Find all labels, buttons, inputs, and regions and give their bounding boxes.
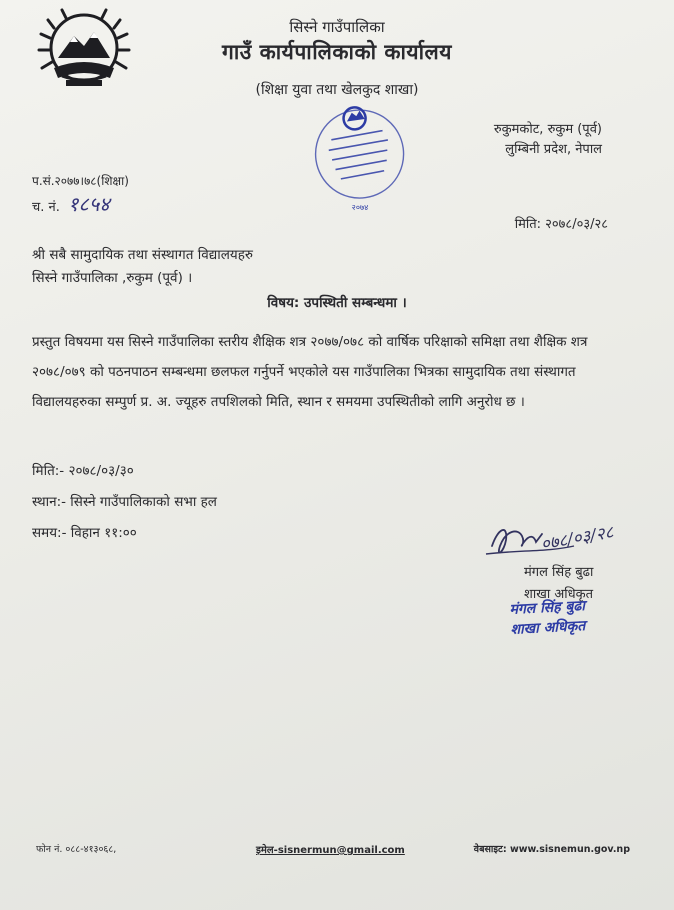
dispatch-number [32,190,110,217]
branch-name: (शिक्षा युवा तथा खेलकुद शाखा) [255,82,419,98]
dispatch-value: १८५४ [68,192,110,216]
municipality-name: सिस्ने गाउँपालिका [289,18,385,36]
reference-number: प.सं.२०७७।७८(शिक्षा) [32,174,129,188]
name-seal [509,596,587,640]
address-line-2: लुम्बिनी प्रदेश, नेपाल [505,142,602,157]
meeting-details [32,456,217,549]
stamp-year: २०७४ [351,203,369,212]
address-line-1: रुकुमकोट, रुकुम (पूर्व) [493,122,602,137]
letter-subject: विषय: उपस्थिती सम्बन्धमा । [267,295,407,311]
dispatch-label: च. नं. [32,200,60,215]
letter-body: प्रस्तुत विषयमा यस सिस्ने गाउँपालिका स्तरीय शैक्षिक शत्र २०७७/०७८ को वार्षिक परिक्षाको समिक्षा तथा शैक्षिक शत्र २०७८/०७९ को पठनपाठन सम्बन्धमा छलफल गर्नुपर्ने भएकोले यस गाउँपालिका भित्रका सामुदायिक तथा संस्थागत विद्यालयहरुका सम्पुर्ण प्र. अ. ज्यूहरु तपशिलको मिति, स्थान र समयमा उपस्थितीको लागि अनुरोध छ । [32,334,588,410]
signature-date: ०७८/०३/२८ [539,522,616,555]
footer-website[interactable]: वेबसाइट: www.sisnemun.gov.np [473,844,630,855]
seal-name: मंगल सिंह बुढा [509,598,586,618]
recipient-line-2: सिस्ने गाउँपालिका ,रुकुम (पूर्व) । [32,270,193,286]
seal-title: शाखा अधिकृत [510,618,586,638]
office-title: गाउँ कार्यपालिकाको कार्यालय [222,40,452,64]
meeting-place: स्थान:- सिस्ने गाउँपालिकाको सभा हल [32,494,217,510]
footer-phone: फोन नं. ०८८-४१३०६८, [36,844,117,855]
footer-email[interactable]: इमेल-sisnermun@gmail.com [256,845,405,856]
meeting-time: समय:- विहान ११:०० [32,525,137,541]
meeting-date: मिति:- २०७८/०३/३० [32,463,134,479]
recipient-line-1: श्री सबै सामुदायिक तथा संस्थागत विद्यालयहरु [32,247,253,263]
office-stamp [300,98,420,216]
office-address [494,120,602,160]
letter-date: मिति: २०७८/०३/२८ [514,217,608,232]
signatory-title: शाखा अधिकृत [524,587,594,602]
signatory-name: मंगल सिंह बुढा [524,565,594,580]
